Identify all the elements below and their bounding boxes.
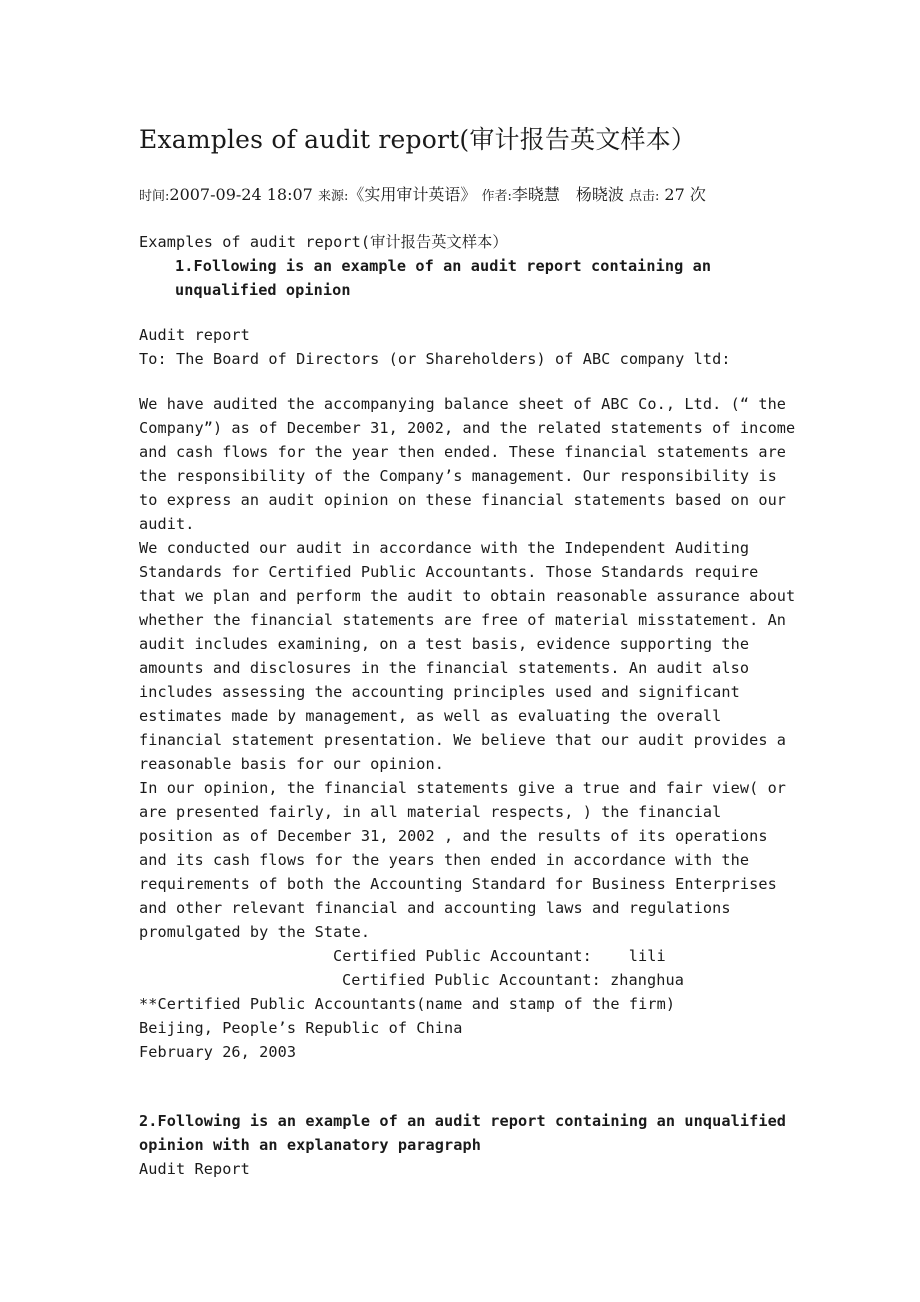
section1-paragraph-3: In our opinion, the financial statements give a true and fair view( or are presented fairly, in all material respects, ) the financial position as of December 31, 2002 , and the results of its operations and its cash flows for the years then ended in accordance with the requirements of both the Accounting Standard for Business Enterprises and other relevant financial and accounting laws and regulations promulgated by the State.	[139, 779, 787, 941]
article-meta	[139, 183, 779, 209]
source-value: 《实用审计英语》	[348, 185, 477, 204]
time-label: 时间:	[139, 189, 170, 204]
firm-line: **Certified Public Accountants(name and stamp of the firm)	[139, 995, 676, 1013]
author-label: 作者:	[481, 189, 512, 204]
section1-report-title: Audit report	[139, 326, 250, 344]
clicks-label: 点击:	[628, 189, 660, 204]
date-line: February 26, 2003	[139, 1043, 297, 1061]
section1-paragraph-2: We conducted our audit in accordance with the Independent Auditing Standards for Certified Public Accountants. Those Standards require that we plan and perform the audit to obtain reasonable assurance about whether the financial statements are free of material misstatement. An audit includes examining, on a test basis, evidence supporting the amounts and disclosures in the financial statements. An audit also includes assessing the accounting principles used and significant estimates made by management, as well as evaluating the overall financial statement presentation. We believe that our audit provides a reasonable basis for our opinion.	[139, 539, 796, 773]
clicks-unit: 次	[689, 185, 706, 204]
clicks-value: 27	[664, 185, 685, 204]
section1-addressee: To: The Board of Directors (or Shareholders) of ABC company ltd:	[139, 350, 731, 368]
section2-report-title: Audit Report	[139, 1160, 250, 1178]
time-value: 2007-09-24 18:07	[169, 185, 313, 204]
document-title: Examples of audit report(审计报告英文样本）	[139, 125, 697, 154]
document-body	[139, 230, 799, 1181]
document-subtitle: Examples of audit report(审计报告英文样本）	[139, 233, 508, 251]
section1-paragraph-1: We have audited the accompanying balance sheet of ABC Co., Ltd. (“ the Company”) as of December 31, 2002, and the related statements of income and cash flows for the year then ended. These financial statements are the responsibility of the Company’s management. Our responsibility is to express an audit opinion on these financial statements based on our audit.	[139, 395, 796, 533]
section2-heading: 2.Following is an example of an audit report containing an unqualified opinion with an explanatory paragraph	[139, 1112, 787, 1154]
source-label: 来源:	[317, 189, 349, 204]
author-value: 李晓慧 杨晓波	[511, 185, 624, 204]
signature-line-2: Certified Public Accountant: zhanghua	[342, 971, 685, 989]
section1-heading: 1.Following is an example of an audit report containing an unqualified opinion	[175, 257, 712, 299]
location-line: Beijing, People’s Republic of China	[139, 1019, 463, 1037]
signature-line-1: Certified Public Accountant: lili	[333, 947, 666, 965]
